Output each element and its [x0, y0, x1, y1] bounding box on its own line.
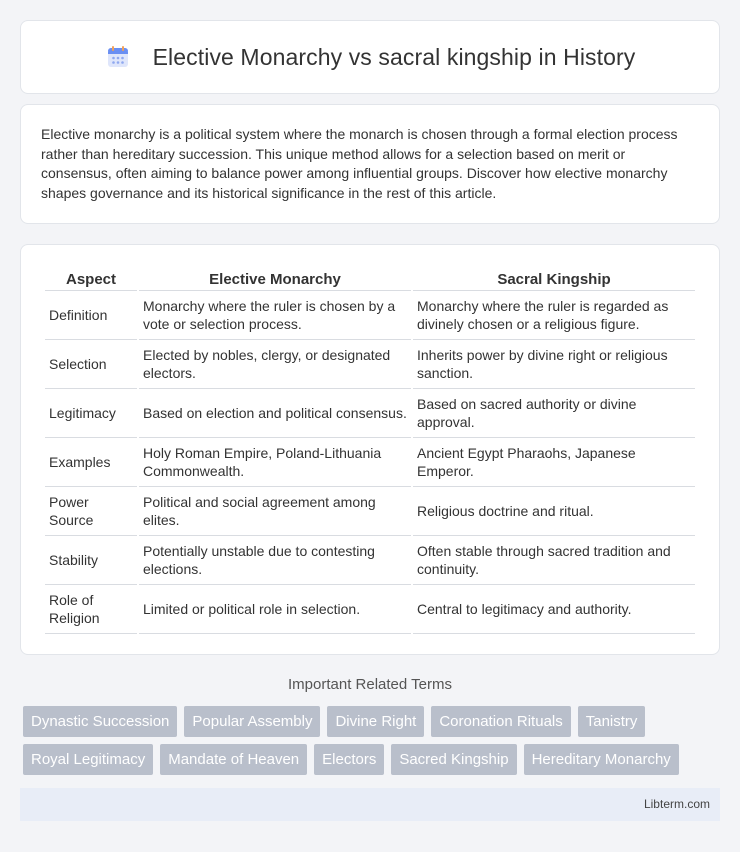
- elective-cell: Elected by nobles, clergy, or designated electors.: [139, 340, 411, 389]
- tag-sacred-kingship[interactable]: Sacred Kingship: [391, 744, 516, 775]
- sacral-cell: Monarchy where the ruler is regarded as divinely chosen or a religious figure.: [413, 291, 695, 340]
- intro-card: [20, 104, 720, 224]
- sacral-cell: Ancient Egypt Pharaohs, Japanese Emperor.: [413, 438, 695, 487]
- tag-hereditary-monarchy[interactable]: Hereditary Monarchy: [524, 744, 679, 775]
- elective-cell: Potentially unstable due to contesting elections.: [139, 536, 411, 585]
- aspect-cell: Role of Religion: [45, 585, 137, 634]
- aspect-cell: Legitimacy: [45, 389, 137, 438]
- sacral-cell: Based on sacred authority or divine approval.: [413, 389, 695, 438]
- table-header-row: [45, 265, 695, 291]
- table-row: [45, 536, 695, 585]
- header-sacral-kingship: Sacral Kingship: [413, 265, 695, 291]
- sacral-cell: Religious doctrine and ritual.: [413, 487, 695, 536]
- tag-tanistry[interactable]: Tanistry: [578, 706, 646, 737]
- table-row: [45, 438, 695, 487]
- header-aspect: Aspect: [45, 265, 137, 291]
- calendar-icon: [105, 44, 131, 70]
- related-terms-list: [23, 706, 723, 782]
- table-row: [45, 487, 695, 536]
- footer-site-link[interactable]: Libterm.com: [643, 797, 710, 811]
- tag-divine-right[interactable]: Divine Right: [327, 706, 424, 737]
- elective-cell: Holy Roman Empire, Poland-Lithuania Commonwealth.: [139, 438, 411, 487]
- tag-electors[interactable]: Electors: [314, 744, 384, 775]
- tag-dynastic-succession[interactable]: Dynastic Succession: [23, 706, 177, 737]
- tag-popular-assembly[interactable]: Popular Assembly: [184, 706, 320, 737]
- tag-mandate-of-heaven[interactable]: Mandate of Heaven: [160, 744, 307, 775]
- sacral-cell: Often stable through sacred tradition and continuity.: [413, 536, 695, 585]
- table-row: [45, 291, 695, 340]
- tag-row: [23, 744, 723, 775]
- elective-cell: Based on election and political consensus.: [139, 389, 411, 438]
- aspect-cell: Selection: [45, 340, 137, 389]
- elective-cell: Limited or political role in selection.: [139, 585, 411, 634]
- elective-cell: Monarchy where the ruler is chosen by a vote or selection process.: [139, 291, 411, 340]
- tag-royal-legitimacy[interactable]: Royal Legitimacy: [23, 744, 153, 775]
- table-row: [45, 585, 695, 634]
- sacral-cell: Inherits power by divine right or religious sanction.: [413, 340, 695, 389]
- tag-row: [23, 706, 723, 737]
- title-card: [20, 20, 720, 94]
- related-terms-heading: Important Related Terms: [288, 676, 452, 693]
- tag-coronation-rituals[interactable]: Coronation Rituals: [431, 706, 570, 737]
- table-row: [45, 389, 695, 438]
- aspect-cell: Definition: [45, 291, 137, 340]
- footer: [20, 788, 720, 821]
- sacral-cell: Central to legitimacy and authority.: [413, 585, 695, 634]
- page-title: Elective Monarchy vs sacral kingship in History: [152, 43, 636, 70]
- header-elective-monarchy: Elective Monarchy: [139, 265, 411, 291]
- table-row: [45, 340, 695, 389]
- aspect-cell: Examples: [45, 438, 137, 487]
- elective-cell: Political and social agreement among elites.: [139, 487, 411, 536]
- comparison-table: [43, 265, 697, 634]
- aspect-cell: Power Source: [45, 487, 137, 536]
- intro-paragraph: Elective monarchy is a political system where the monarch is chosen through a formal election process rather than hereditary succession. This unique method allows for a selection based on merit or consensus, often aiming to balance power among influential groups. Discover how elective monarchy shapes governance and its historical significance in the rest of this article.: [41, 126, 678, 201]
- aspect-cell: Stability: [45, 536, 137, 585]
- comparison-card: [20, 244, 720, 655]
